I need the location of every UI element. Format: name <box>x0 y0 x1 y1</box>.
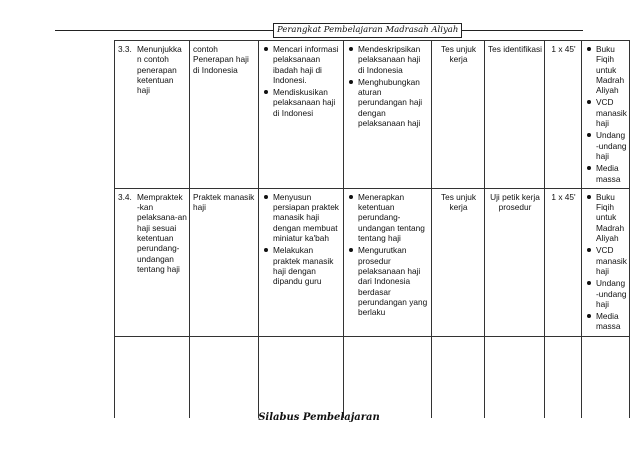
competence-number: 3.3. <box>118 44 132 54</box>
competence-number: 3.4. <box>118 191 132 202</box>
list-item: Media massa <box>585 311 627 332</box>
activities-cell <box>259 41 344 189</box>
list-item: Mencari informasi pelaksanaan ibadah haji di Indonesi. <box>262 44 341 85</box>
list-item: Mendiskusikan pelaksanaan haji di Indonesi <box>262 87 341 118</box>
indicators-cell <box>344 41 432 189</box>
material-cell: Praktek manasik haji <box>190 188 259 336</box>
list-item: Menghubungkan aturan perundangan haji dengan pelaksanaan haji <box>347 77 429 128</box>
competence-cell <box>115 41 190 189</box>
list-item: Undang-undang haji <box>585 278 627 309</box>
list-item: VCD manasik haji <box>585 97 627 128</box>
header-title: Perangkat Pembelajaran Madrasah Aliyah <box>273 23 462 38</box>
assessment-form-cell: Tes identifikasi <box>485 41 545 189</box>
list-item: Mengurutkan prosedur pelaksanaan haji dari Indonesia berdasar perundangan yang berlaku <box>347 245 429 317</box>
table-row <box>115 41 630 189</box>
indicators-cell <box>344 188 432 336</box>
time-allocation-cell: 1 x 45' <box>545 188 582 336</box>
activities-cell <box>259 188 344 336</box>
assessment-form-cell: Uji petik kerja prosedur <box>485 188 545 336</box>
footer-title: Silabus Pembelajaran <box>258 412 380 423</box>
assessment-technique-cell: Tes unjuk kerja <box>432 188 485 336</box>
list-item: Menyusun persiapan praktek manasik haji dengan membuat miniatur ka'bah <box>262 192 341 243</box>
table-row-empty <box>115 336 630 418</box>
list-item: Buku Fiqih untuk Madrah Aliyah <box>585 192 627 243</box>
syllabus-table <box>114 40 630 418</box>
list-item: VCD manasik haji <box>585 245 627 276</box>
competence-text: Mempraktek -kan pelaksana-an haji sesuai ketentuan perundang-undangan tentang haji <box>137 191 187 274</box>
list-item: Media massa <box>585 163 627 184</box>
table-row <box>115 188 630 336</box>
list-item: Mendeskripsikan pelaksanaan haji di Indonesia <box>347 44 429 75</box>
list-item: Melakukan praktek manasik haji dengan dipandu guru <box>262 245 341 286</box>
assessment-technique-cell: Tes unjuk kerja <box>432 41 485 189</box>
list-item: Buku Fiqih untuk Madrah Aliyah <box>585 44 627 95</box>
time-allocation-cell: 1 x 45' <box>545 41 582 189</box>
competence-cell <box>115 188 190 336</box>
sources-cell <box>582 188 630 336</box>
competence-text: Menunjukka n contoh penerapan ketentuan haji <box>137 44 182 96</box>
material-cell: contoh Penerapan haji di Indonesia <box>190 41 259 189</box>
list-item: Menerapkan ketentuan perundang-undangan tentang tentang haji <box>347 192 429 243</box>
list-item: Undang-undang haji <box>585 130 627 161</box>
sources-cell <box>582 41 630 189</box>
